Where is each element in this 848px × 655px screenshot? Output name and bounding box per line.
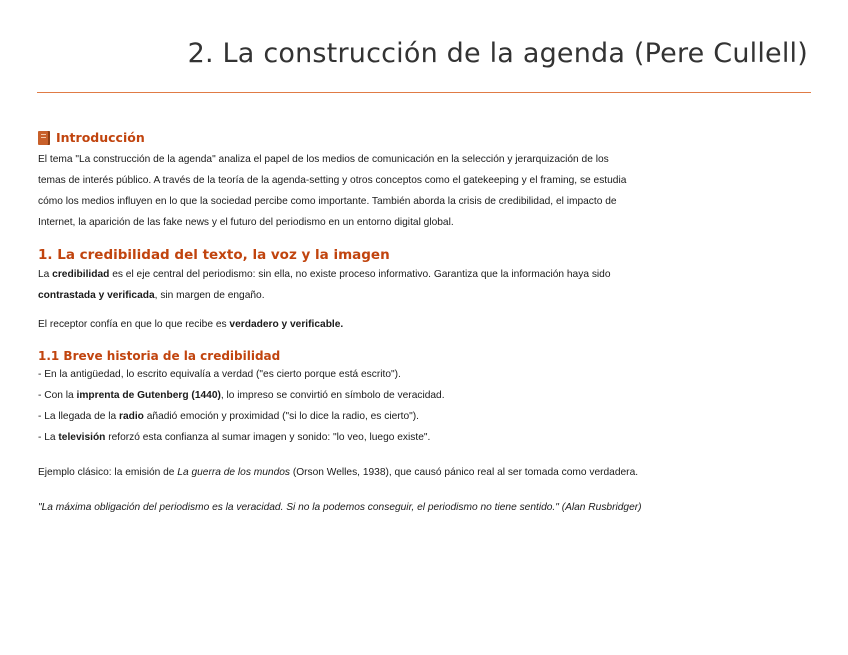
section1-heading: 1. La credibilidad del texto, la voz y la imagen (38, 247, 390, 263)
title-divider (37, 92, 811, 93)
rusbridger-quote: "La máxima obligación del periodismo es la veracidad. Si no la podemos conseguir, el periodismo no tiene sentido." (Alan Rusbridger) (38, 502, 642, 513)
history-bullet-3: - La llegada de la radio añadió emoción y proximidad ("si lo dice la radio, es cierto"). (38, 411, 419, 422)
history-bullet-4: - La televisión reforzó esta confianza al sumar imagen y sonido: "lo veo, luego existe". (38, 432, 431, 443)
section1-paragraph-2: El receptor confía en que lo que recibe es verdadero y verificable. (38, 319, 344, 330)
document-body (38, 130, 818, 518)
section1-paragraph-1-line-2: contrastada y verificada, sin margen de engaño. (38, 290, 265, 301)
section1-1-heading: 1.1 Breve historia de la credibilidad (38, 349, 281, 363)
history-bullet-2: - Con la imprenta de Gutenberg (1440), lo impreso se convirtió en símbolo de veracidad. (38, 390, 445, 401)
intro-heading (38, 130, 818, 145)
book-icon (38, 131, 50, 145)
history-bullet-1: - En la antigüedad, lo escrito equivalía a verdad ("es cierto porque está escrito"). (38, 369, 401, 380)
section1-paragraph-1-line-1: La credibilidad es el eje central del periodismo: sin ella, no existe proceso informativo. Garantiza que la información haya sido (38, 269, 611, 280)
intro-line-2: temas de interés público. A través de la teoría de la agenda-setting y otros conceptos como el gatekeeping y el framing, se estudia (38, 175, 627, 186)
intro-line-4: Internet, la aparición de las fake news y el futuro del periodismo en un entorno digital global. (38, 217, 454, 228)
intro-line-1: El tema "La construcción de la agenda" analiza el papel de los medios de comunicación en la selección y jerarquización de los (38, 154, 609, 165)
intro-heading-label: Introducción (56, 130, 145, 145)
classic-example: Ejemplo clásico: la emisión de La guerra de los mundos (Orson Welles, 1938), que causó pánico real al ser tomada como verdadera. (38, 467, 639, 478)
intro-line-3: cómo los medios influyen en lo que la sociedad percibe como importante. También aborda la crisis de credibilidad, el impacto de (38, 196, 617, 207)
page-title: 2. La construcción de la agenda (Pere Cullell) (187, 38, 808, 69)
